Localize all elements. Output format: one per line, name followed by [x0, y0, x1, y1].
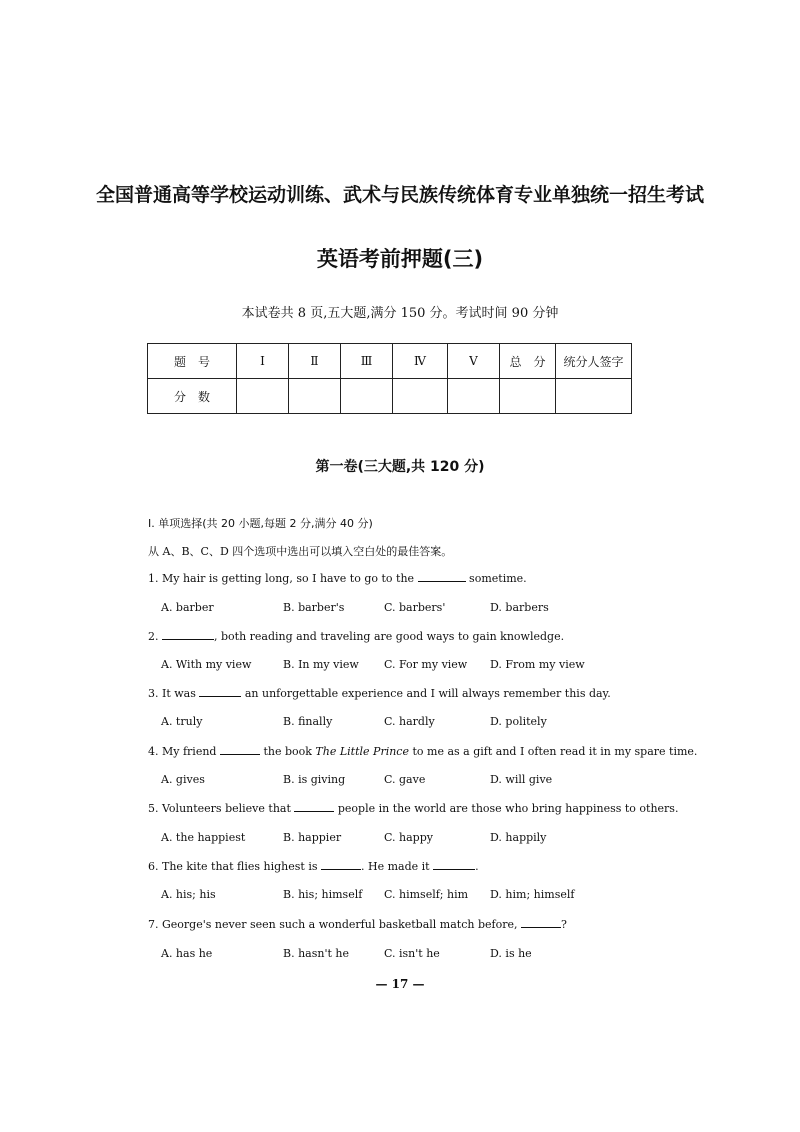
question-text: . He made it	[360, 860, 434, 873]
section-title: 第一卷(三大题,共 120 分)	[315, 459, 485, 475]
option-b: B. barber's	[283, 601, 345, 614]
score-cell: Ⅴ	[448, 344, 500, 379]
question-1	[148, 572, 527, 585]
option-d: D. him; himself	[490, 888, 575, 901]
score-cell: Ⅳ	[393, 344, 448, 379]
question-6	[148, 860, 479, 873]
question-4	[148, 745, 697, 758]
question-text: 2.	[148, 630, 162, 643]
option-d: D. will give	[490, 773, 553, 786]
answer-blank	[433, 860, 475, 870]
exam-name: 英语考前押题(三)	[316, 247, 484, 271]
question-7	[148, 918, 567, 931]
page-number: — 17 —	[375, 977, 425, 991]
exam-title: 全国普通高等学校运动训练、武术与民族传统体育专业单独统一招生考试	[95, 184, 704, 206]
option-a: A. his; his	[161, 888, 216, 901]
score-cell: 题 号	[148, 344, 237, 379]
score-cell: Ⅰ	[237, 344, 289, 379]
option-c: C. himself; him	[384, 888, 469, 901]
score-row-label: 分 数	[148, 379, 237, 414]
option-d: D. politely	[490, 715, 547, 728]
score-cell: 统分人签字	[556, 344, 632, 379]
answer-blank	[199, 687, 241, 697]
score-cell: Ⅱ	[289, 344, 341, 379]
option-d: D. barbers	[490, 601, 549, 614]
option-c: C. isn't he	[384, 947, 440, 960]
option-d: D. is he	[490, 947, 532, 960]
option-a: A. gives	[161, 773, 205, 786]
part-instruction: 从 A、B、C、D 四个选项中选出可以填入空白处的最佳答案。	[148, 545, 453, 558]
question-text: sometime.	[465, 572, 527, 585]
score-input-cell	[448, 379, 500, 414]
option-a: A. barber	[161, 601, 214, 614]
answer-blank	[321, 860, 361, 870]
score-input-cell	[500, 379, 556, 414]
question-text: the book	[259, 745, 316, 758]
score-input-cell	[556, 379, 632, 414]
answer-blank	[418, 572, 466, 582]
question-text: .	[475, 860, 479, 873]
answer-blank	[220, 745, 260, 755]
question-text: 7. George's never seen such a wonderful basketball match before,	[148, 918, 521, 931]
score-cell: 总 分	[500, 344, 556, 379]
option-c: C. happy	[384, 831, 433, 844]
score-table-header-row	[148, 344, 632, 379]
question-text: 4. My friend	[148, 745, 220, 758]
question-text: an unforgettable experience and I will always remember this day.	[241, 687, 611, 700]
question-text: 1. My hair is getting long, so I have to go to the	[148, 572, 418, 585]
option-b: B. his; himself	[283, 888, 363, 901]
option-c: C. hardly	[384, 715, 435, 728]
question-5	[148, 802, 678, 815]
option-c: C. barbers'	[384, 601, 446, 614]
score-input-cell	[289, 379, 341, 414]
option-b: B. happier	[283, 831, 342, 844]
answer-blank	[521, 918, 561, 928]
score-table-score-row	[148, 379, 632, 414]
option-b: B. is giving	[283, 773, 346, 786]
option-d: D. From my view	[490, 658, 585, 671]
score-table	[147, 343, 632, 414]
book-title: The Little Prince	[315, 745, 409, 758]
question-text: , both reading and traveling are good ways to gain knowledge.	[214, 630, 565, 643]
exam-info: 本试卷共 8 页,五大题,满分 150 分。考试时间 90 分钟	[241, 306, 559, 321]
option-d: D. happily	[490, 831, 547, 844]
score-cell: Ⅲ	[341, 344, 393, 379]
question-text: 3. It was	[148, 687, 200, 700]
option-a: A. the happiest	[161, 831, 246, 844]
option-a: A. has he	[161, 947, 213, 960]
question-text: ?	[560, 918, 567, 931]
score-input-cell	[393, 379, 448, 414]
score-input-cell	[341, 379, 393, 414]
option-c: C. For my view	[384, 658, 468, 671]
question-2	[148, 630, 564, 643]
option-b: B. hasn't he	[283, 947, 349, 960]
question-3	[148, 687, 611, 700]
question-text: to me as a gift and I often read it in my spare time.	[408, 745, 698, 758]
answer-blank	[162, 630, 214, 640]
answer-blank	[294, 802, 334, 812]
question-text: people in the world are those who bring happiness to others.	[334, 802, 679, 815]
option-a: A. truly	[161, 715, 203, 728]
option-b: B. finally	[283, 715, 333, 728]
question-text: 6. The kite that flies highest is	[148, 860, 321, 873]
option-b: B. In my view	[283, 658, 359, 671]
score-input-cell	[237, 379, 289, 414]
option-c: C. gave	[384, 773, 426, 786]
question-text: 5. Volunteers believe that	[148, 802, 295, 815]
part-heading: Ⅰ. 单项选择(共 20 小题,每题 2 分,满分 40 分)	[148, 517, 373, 530]
option-a: A. With my view	[161, 658, 252, 671]
